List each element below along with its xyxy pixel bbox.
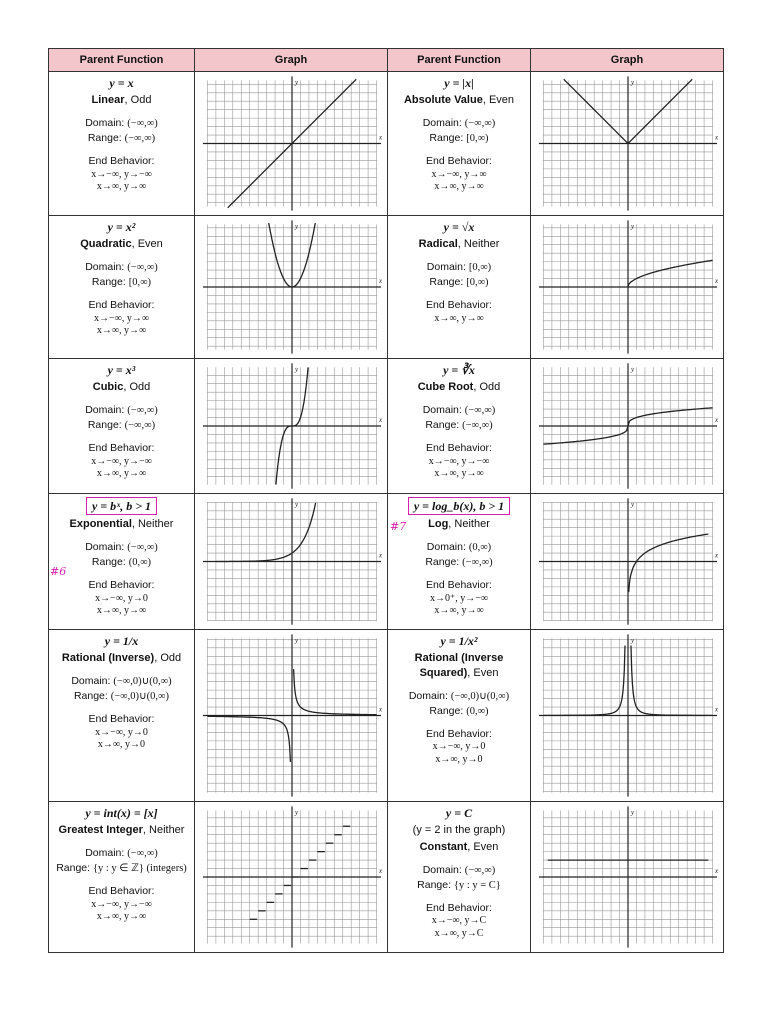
end-behavior-right: x→∞, y→∞ xyxy=(96,911,147,923)
end-behavior-left: x→−∞, y→−∞ xyxy=(91,455,152,467)
range-value: [0,∞) xyxy=(466,133,489,145)
function-graph xyxy=(195,630,387,801)
end-behavior-label: End Behavior: xyxy=(88,885,155,898)
function-symmetry: , Neither xyxy=(131,518,174,531)
function-graph xyxy=(531,216,723,358)
function-symmetry: , Even xyxy=(467,841,499,854)
x-axis-label: x xyxy=(715,867,719,876)
x-axis-label: x xyxy=(715,551,719,560)
function-description xyxy=(49,72,195,216)
end-behavior-label: End Behavior: xyxy=(426,155,492,168)
header-parent-function: Parent Function xyxy=(388,49,531,72)
end-behavior-label: End Behavior: xyxy=(426,299,492,312)
domain-value: [0,∞) xyxy=(468,262,492,274)
end-behavior-right: x→∞, y→∞ xyxy=(434,181,484,193)
function-name: Constant xyxy=(419,841,468,854)
function-name: Log xyxy=(428,518,449,531)
range-value: (0,∞) xyxy=(128,557,152,569)
graph-cell xyxy=(531,72,724,216)
end-behavior-label: End Behavior: xyxy=(426,902,492,915)
function-name: Rational (Inverse Squared) xyxy=(414,652,504,680)
header-graph: Graph xyxy=(531,49,724,72)
function-description xyxy=(49,359,195,494)
range-value: (−∞,∞) xyxy=(124,420,156,432)
graph-cell xyxy=(195,494,388,630)
y-axis-label: y xyxy=(630,500,635,509)
function-description xyxy=(388,630,531,802)
function-equation: y = ∛x xyxy=(443,363,475,377)
function-equation: y = x xyxy=(109,76,134,90)
range-label: Range: xyxy=(73,690,108,703)
domain-label: Domain: xyxy=(408,689,448,702)
x-axis-label: x xyxy=(715,416,719,425)
domain-value: (−∞,∞) xyxy=(127,118,158,130)
range-label: Range: xyxy=(56,862,91,875)
domain-label: Domain: xyxy=(85,261,125,274)
function-equation: y = log_b(x), b > 1 xyxy=(413,499,505,513)
end-behavior-right: x→∞, y→0 xyxy=(97,739,146,751)
end-behavior-left: x→−∞, y→−∞ xyxy=(91,168,152,180)
function-name: Rational (Inverse) xyxy=(61,652,155,665)
graph-cell xyxy=(531,494,724,630)
domain-label: Domain: xyxy=(85,117,125,130)
range-value: (−∞,∞) xyxy=(462,420,493,432)
range-label: Range: xyxy=(87,419,122,432)
domain-value: (−∞,0)∪(0,∞) xyxy=(113,676,172,688)
function-row xyxy=(49,72,724,216)
function-row xyxy=(49,216,724,359)
range-value: (0,∞) xyxy=(466,706,489,718)
handwritten-note-6: #6 xyxy=(50,565,67,578)
function-name: Greatest Integer xyxy=(58,824,143,837)
function-symmetry: , Even xyxy=(482,94,515,107)
function-description xyxy=(49,216,195,359)
function-name: Radical xyxy=(418,238,458,251)
end-behavior-right: x→∞, y→∞ xyxy=(96,468,147,480)
range-label: Range: xyxy=(425,419,460,432)
end-behavior-left: x→∞, y→∞ xyxy=(434,312,484,324)
y-axis-label: y xyxy=(294,365,299,374)
function-equation: y = √x xyxy=(443,220,475,234)
y-axis-label: y xyxy=(294,78,299,87)
function-name: Quadratic xyxy=(80,238,132,251)
range-value: {y : y = C} xyxy=(453,880,501,892)
function-curve xyxy=(207,716,290,762)
range-value: (−∞,∞) xyxy=(462,557,493,569)
y-axis-label: y xyxy=(294,808,299,817)
function-equation: y = |x| xyxy=(444,76,474,90)
y-axis-label: y xyxy=(294,636,299,645)
end-behavior-right: x→∞, y→∞ xyxy=(434,468,484,480)
function-curve xyxy=(543,645,625,715)
function-symmetry: , Neither xyxy=(142,824,185,837)
y-axis-label: y xyxy=(294,222,299,231)
end-behavior-label: End Behavior: xyxy=(426,442,492,455)
domain-value: (−∞,∞) xyxy=(464,864,496,876)
range-label: Range: xyxy=(417,879,451,892)
function-equation: y = C xyxy=(445,806,473,820)
function-row xyxy=(49,359,724,494)
range-label: Range: xyxy=(429,276,464,289)
x-axis-label: x xyxy=(715,277,719,286)
function-graph xyxy=(195,802,387,952)
function-symmetry: , Odd xyxy=(124,94,152,107)
function-symmetry: , Odd xyxy=(473,381,501,394)
domain-value: (−∞,∞) xyxy=(464,405,496,417)
x-axis-label: x xyxy=(379,133,383,142)
graph-cell xyxy=(195,72,388,216)
range-value: [0,∞) xyxy=(128,277,152,289)
function-row xyxy=(49,494,724,630)
function-description xyxy=(388,802,531,953)
function-symmetry: , Even xyxy=(131,238,163,251)
end-behavior-right: x→∞, y→∞ xyxy=(96,181,147,193)
end-behavior-label: End Behavior: xyxy=(88,442,155,455)
y-axis-label: y xyxy=(630,365,635,374)
end-behavior-left: x→0⁺, y→−∞ xyxy=(429,592,489,604)
function-description xyxy=(388,359,531,494)
function-graph xyxy=(531,72,723,215)
domain-label: Domain: xyxy=(85,847,125,860)
end-behavior-right: x→∞, y→∞ xyxy=(434,605,484,617)
end-behavior-label: End Behavior: xyxy=(88,299,155,312)
function-symmetry: , Even xyxy=(467,667,499,680)
function-graph xyxy=(195,494,387,629)
x-axis-label: x xyxy=(379,416,383,425)
x-axis-label: x xyxy=(379,551,383,560)
range-label: Range: xyxy=(91,556,126,569)
end-behavior-right: x→∞, y→C xyxy=(434,927,484,939)
function-graph xyxy=(195,216,387,358)
graph-cell xyxy=(195,359,388,494)
highlight-box xyxy=(408,497,510,515)
function-symmetry: , Odd xyxy=(123,381,151,394)
function-description xyxy=(49,802,195,953)
function-description xyxy=(388,216,531,359)
function-equation: y = int(x) = [x] xyxy=(85,806,158,820)
domain-label: Domain: xyxy=(85,404,125,417)
end-behavior-left: x→−∞, y→∞ xyxy=(94,312,149,324)
function-equation: y = 1/x² xyxy=(440,634,478,648)
domain-label: Domain: xyxy=(422,863,462,876)
function-graph xyxy=(531,359,723,493)
function-name: Exponential xyxy=(69,518,132,531)
range-value: (−∞,0)∪(0,∞) xyxy=(110,691,170,703)
header-graph: Graph xyxy=(195,49,388,72)
function-symmetry: , Odd xyxy=(154,652,182,665)
function-curve xyxy=(294,669,377,715)
handwritten-note-7: #7 xyxy=(390,520,407,533)
highlight-box xyxy=(86,497,157,515)
range-label: Range: xyxy=(91,276,126,289)
x-axis-label: x xyxy=(715,705,719,714)
domain-value: (−∞,∞) xyxy=(127,848,158,860)
function-equation: y = x² xyxy=(107,220,136,234)
domain-label: Domain: xyxy=(85,541,125,554)
end-behavior-label: End Behavior: xyxy=(88,155,155,168)
x-axis-label: x xyxy=(379,867,383,876)
function-graph xyxy=(531,802,723,952)
range-value: [0,∞) xyxy=(466,277,489,289)
y-axis-label: y xyxy=(630,78,635,87)
end-behavior-left: x→−∞, y→∞ xyxy=(431,168,487,180)
function-graph xyxy=(531,494,723,629)
end-behavior-left: x→−∞, y→−∞ xyxy=(428,455,490,467)
domain-value: (0,∞) xyxy=(468,542,492,554)
domain-value: (−∞,∞) xyxy=(127,262,158,274)
end-behavior-left: x→−∞, y→0 xyxy=(95,592,148,604)
y-axis-label: y xyxy=(630,636,635,645)
domain-label: Domain: xyxy=(426,261,466,274)
end-behavior-right: x→∞, y→0 xyxy=(435,753,483,765)
parent-functions-table xyxy=(48,48,724,953)
x-axis-label: x xyxy=(715,133,719,142)
domain-value: (−∞,∞) xyxy=(127,542,158,554)
end-behavior-right: x→∞, y→∞ xyxy=(96,325,147,337)
end-behavior-left: x→−∞, y→0 xyxy=(95,726,148,738)
end-behavior-label: End Behavior: xyxy=(426,728,492,741)
range-label: Range: xyxy=(87,132,122,145)
function-subtitle: (y = 2 in the graph) xyxy=(412,824,506,837)
function-name: Cubic xyxy=(92,381,124,394)
function-description xyxy=(49,630,195,802)
domain-value: (−∞,0)∪(0,∞) xyxy=(450,690,510,702)
end-behavior-label: End Behavior: xyxy=(426,579,492,592)
graph-cell xyxy=(531,216,724,359)
x-axis-label: x xyxy=(379,277,383,286)
graph-cell xyxy=(531,802,724,953)
function-name: Cube Root xyxy=(417,381,474,394)
function-curve xyxy=(631,645,713,715)
graph-cell xyxy=(195,216,388,359)
range-value: (−∞,∞) xyxy=(124,133,156,145)
function-row xyxy=(49,630,724,802)
graph-cell xyxy=(195,630,388,802)
header-row xyxy=(49,49,724,72)
end-behavior-label: End Behavior: xyxy=(88,713,155,726)
function-equation: y = bˣ, b > 1 xyxy=(91,499,152,513)
end-behavior-left: x→−∞, y→−∞ xyxy=(91,898,152,910)
function-row xyxy=(49,802,724,953)
y-axis-label: y xyxy=(294,500,299,509)
function-description xyxy=(49,494,195,630)
y-axis-label: y xyxy=(630,222,635,231)
function-name: Absolute Value xyxy=(403,94,483,107)
function-curve xyxy=(629,534,709,592)
end-behavior-left: x→−∞, y→0 xyxy=(432,741,486,753)
range-label: Range: xyxy=(425,556,460,569)
end-behavior-right: x→∞, y→∞ xyxy=(96,605,147,617)
range-label: Range: xyxy=(429,132,464,145)
domain-value: (−∞,∞) xyxy=(464,118,496,130)
y-axis-label: y xyxy=(630,808,635,817)
function-equation: y = 1/x xyxy=(104,634,139,648)
function-symmetry: , Neither xyxy=(448,518,490,531)
domain-value: (−∞,∞) xyxy=(127,405,158,417)
graph-cell xyxy=(531,630,724,802)
function-graph xyxy=(195,72,387,215)
function-graph xyxy=(531,630,723,801)
domain-label: Domain: xyxy=(422,117,462,130)
function-graph xyxy=(195,359,387,493)
graph-cell xyxy=(531,359,724,494)
function-equation: y = x³ xyxy=(107,363,136,377)
function-name: Linear xyxy=(91,94,125,107)
domain-label: Domain: xyxy=(426,541,466,554)
function-description xyxy=(388,72,531,216)
domain-label: Domain: xyxy=(71,675,111,688)
graph-cell xyxy=(195,802,388,953)
domain-label: Domain: xyxy=(422,404,462,417)
end-behavior-label: End Behavior: xyxy=(88,579,155,592)
range-value: {y : y ∈ ℤ} (integers) xyxy=(92,863,187,875)
range-label: Range: xyxy=(429,705,464,718)
header-parent-function: Parent Function xyxy=(49,49,195,72)
function-symmetry: , Neither xyxy=(457,238,500,251)
function-description xyxy=(388,494,531,630)
x-axis-label: x xyxy=(379,705,383,714)
end-behavior-left: x→−∞, y→C xyxy=(431,915,487,927)
